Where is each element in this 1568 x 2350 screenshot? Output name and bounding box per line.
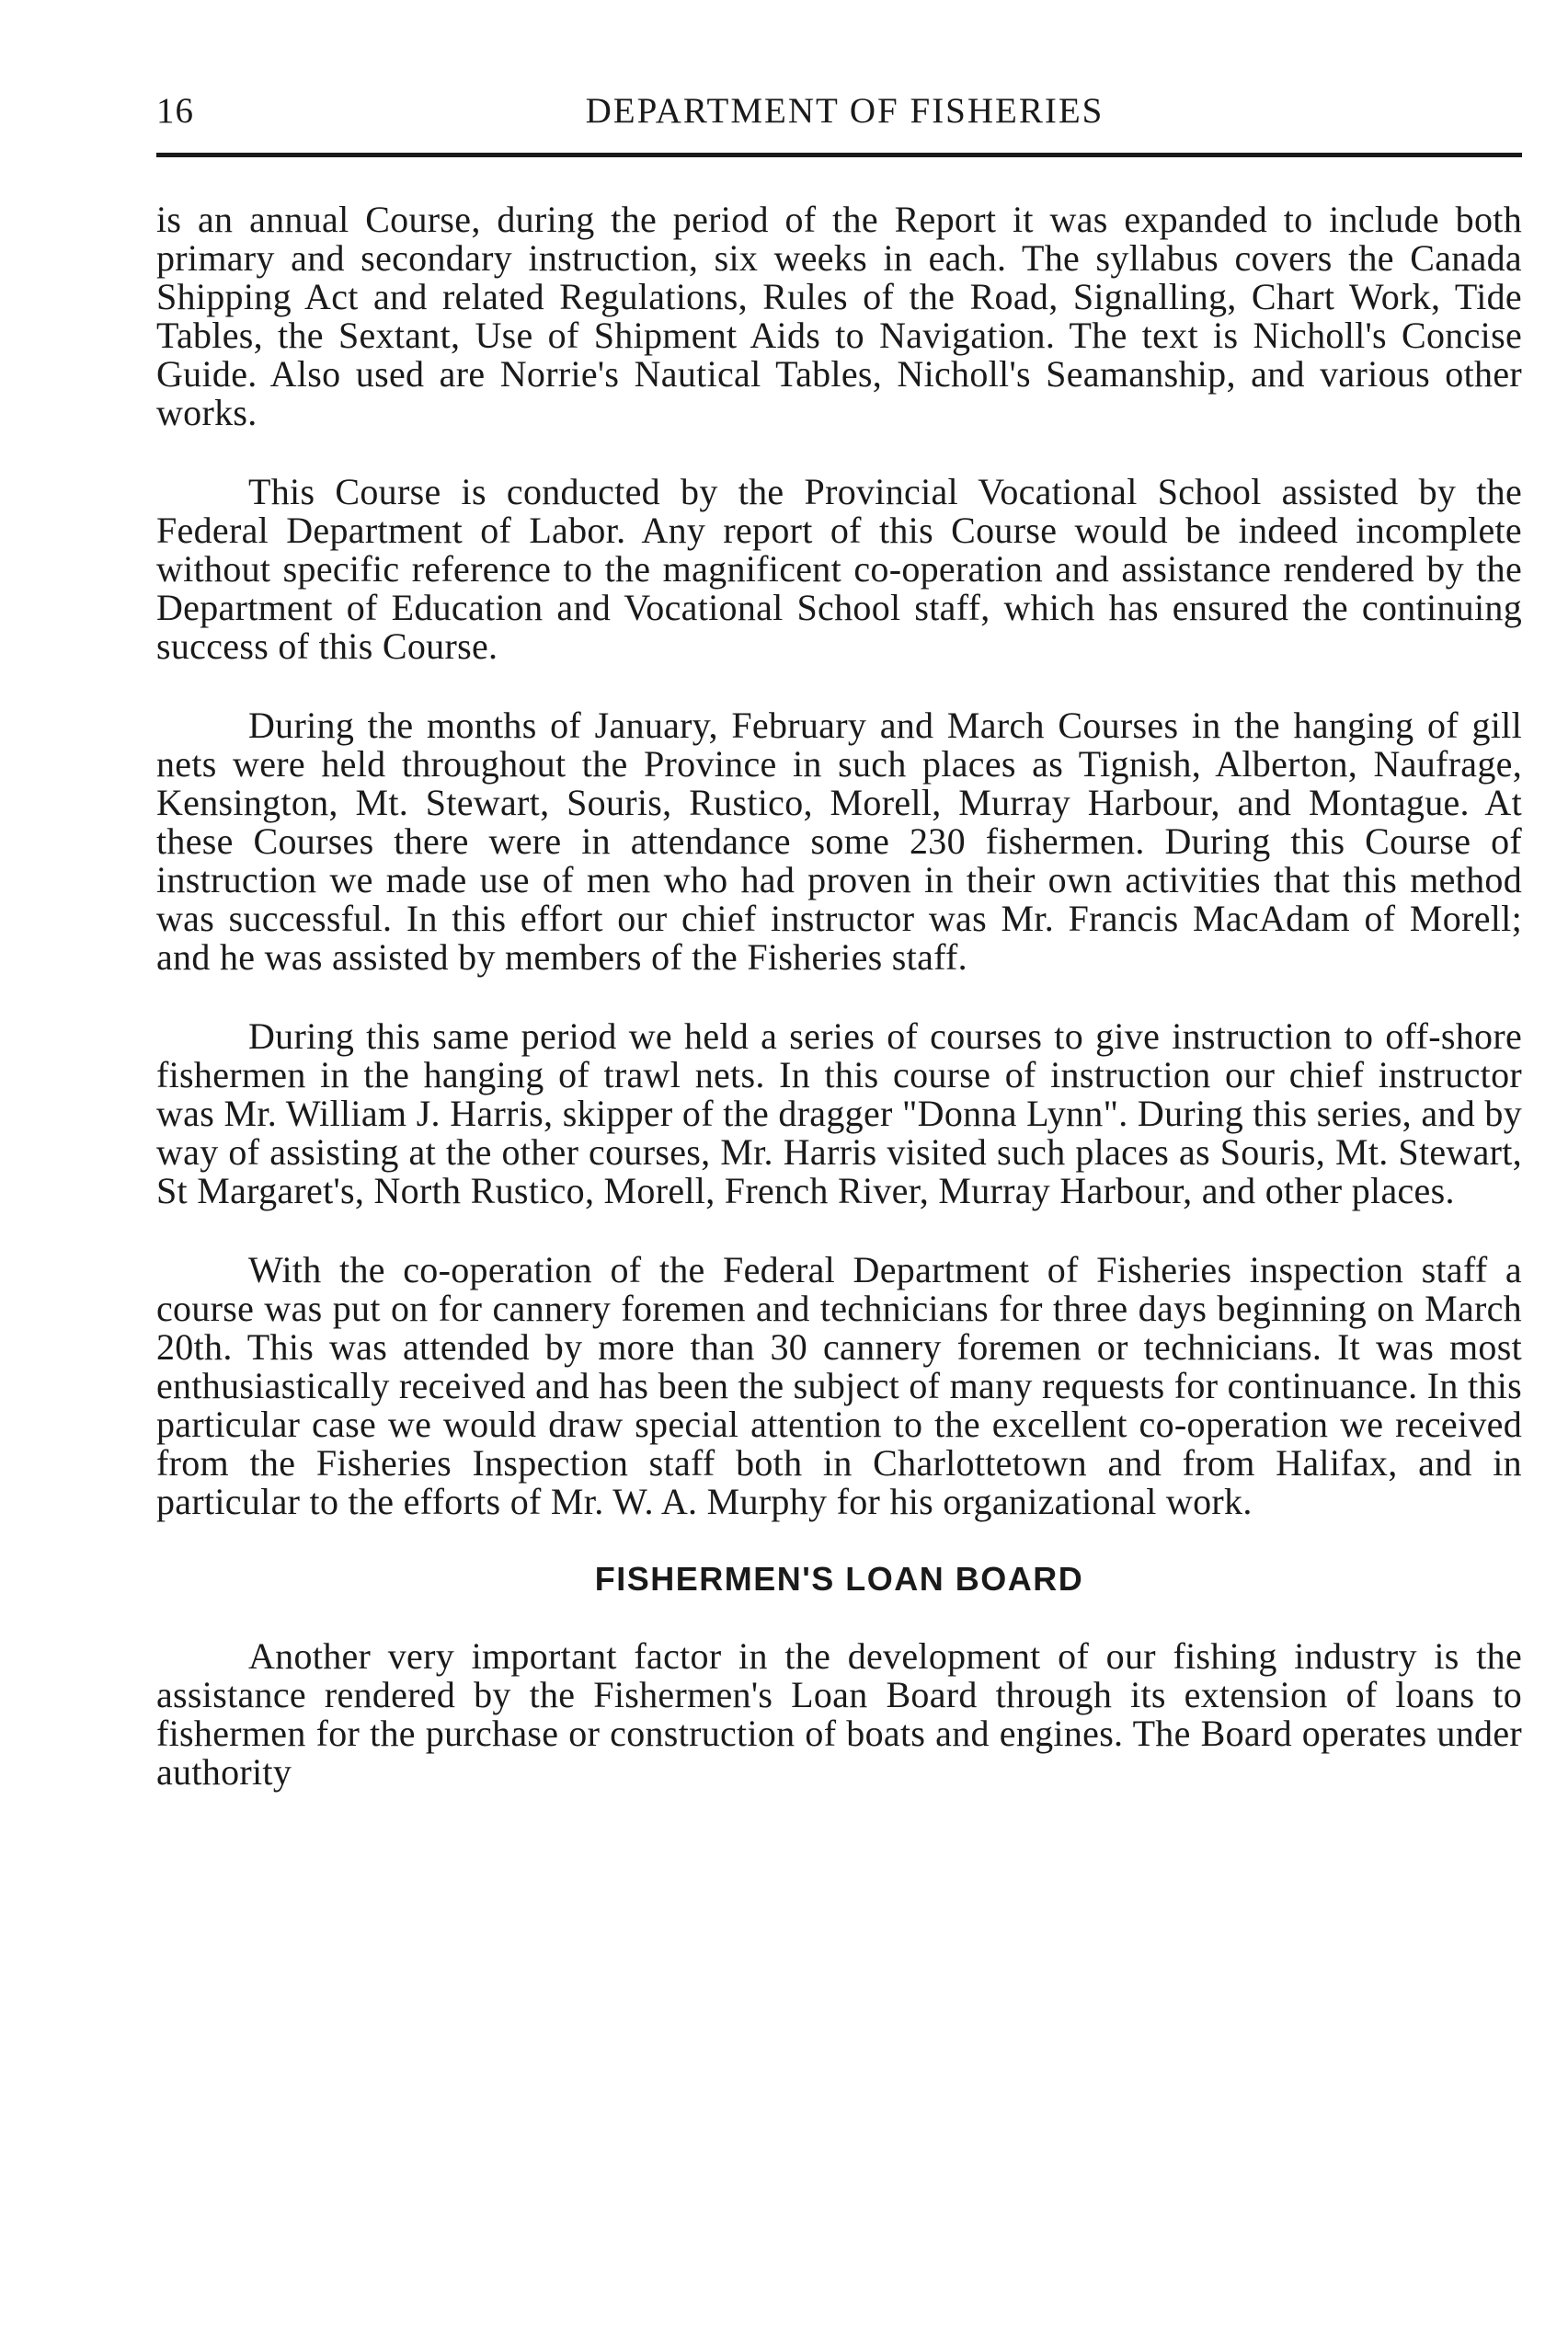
paragraph-gill-net-courses: During the months of January, February and March Courses in the hanging of gill nets were held throughout the Province in such places as Tignish, Alberton, Naufrage, Kensington, Mt. Stewart, Souris, Rustico, Morell, Murray Harbour, and Montague. At these Courses there were in attendance some 230 fishermen. During this Course of instruction we made use of men who had proven in their own activities that this method was successful. In this effort our chief instructor was Mr. Francis MacAdam of Morell; and he was assisted by members of the Fisheries staff.	[156, 705, 1522, 978]
body-text	[156, 201, 1522, 1792]
header-rule	[156, 153, 1522, 157]
paragraph-trawl-net-courses: During this same period we held a series of courses to give instruction to off-shore fishermen in the hanging of trawl nets. In this course of instruction our chief instructor was Mr. William J. Harris, skipper of the dragger "Donna Lynn". During this series, and by way of assisting at the other courses, Mr. Harris visited such places as Souris, Mt. Stewart, St Margaret's, North Rustico, Morell, French River, Murray Harbour, and other places.	[156, 1015, 1522, 1211]
page-number: 16	[156, 91, 194, 131]
paragraph-cannery-course: With the co-operation of the Federal Department of Fisheries inspection staff a course was put on for cannery foremen and technicians for three days beginning on March 20th. This was attended by more than 30 cannery foremen or technicians. It was most enthusiastically received and has been the subject of many requests for continuance. In this particular case we would draw special attention to the excellent co-operation we received from the Fisheries Inspection staff both in Charlottetown and from Halifax, and in particular to the efforts of Mr. W. A. Murphy for his organizational work.	[156, 1249, 1522, 1522]
paragraph-vocational-school: This Course is conducted by the Provincial Vocational School assisted by the Federal Department of Labor. Any report of this Course would be indeed incomplete without specific reference to the magnificent co-operation and assistance rendered by the Department of Education and Vocational School staff, which has ensured the continuing success of this Course.	[156, 471, 1522, 667]
running-head	[156, 90, 1522, 145]
header-title: DEPARTMENT OF FISHERIES	[585, 91, 1104, 131]
paragraph-loan-board: Another very important factor in the development of our fishing industry is the assistance rendered by the Fishermen's Loan Board through its extension of loans to fishermen for the purchase or construction of boats and engines. The Board operates under authority	[156, 1635, 1522, 1793]
section-heading-loan-board: FISHERMEN'S LOAN BOARD	[594, 1560, 1084, 1598]
paragraph-nautical-course-continued: is an annual Course, during the period of the Report it was expanded to include both primary and secondary instruction, six weeks in each. The syllabus covers the Canada Shipping Act and related Regulations, Rules of the Road, Signalling, Chart Work, Tide Tables, the Sextant, Use of Shipment Aids to Navigation. The text is Nicholl's Concise Guide. Also used are Norrie's Nautical Tables, Nicholl's Seamanship, and various other works.	[156, 199, 1522, 433]
